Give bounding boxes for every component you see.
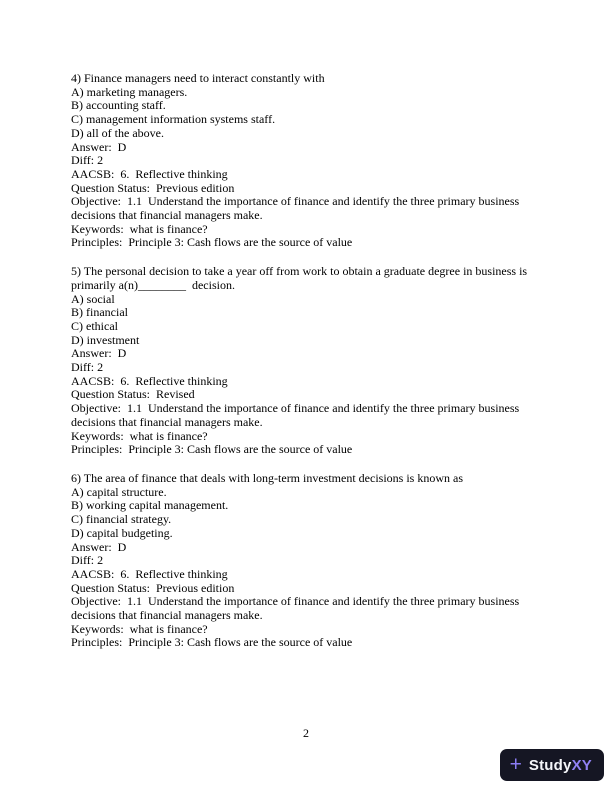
text-line: B) financial	[71, 305, 128, 320]
page-number: 2	[303, 726, 309, 740]
plus-icon: +	[509, 752, 522, 776]
text-line: Objective: 1.1 Understand the importance of finance and identify the three primary business	[71, 194, 520, 209]
text-line: Principles: Principle 3: Cash flows are the source of value	[71, 235, 353, 250]
text-line: C) ethical	[71, 318, 118, 333]
text-line: Objective: 1.1 Understand the importance of finance and identify the three primary business	[71, 401, 520, 416]
text-line: C) management information systems staff.	[71, 112, 276, 127]
text-line: decisions that financial managers make.	[71, 608, 263, 623]
text-line: Diff: 2	[71, 153, 104, 168]
document-body	[71, 72, 543, 665]
text-line: C) financial strategy.	[71, 512, 172, 527]
text-line: Question Status: Previous edition	[71, 180, 235, 195]
text-line: Keywords: what is finance?	[71, 428, 208, 443]
logo-text-primary: Study	[528, 756, 572, 774]
text-line: Question Status: Previous edition	[71, 580, 235, 595]
text-line: Question Status: Revised	[71, 387, 195, 402]
text-line: Answer: D	[71, 346, 127, 361]
text-line: B) accounting staff.	[71, 98, 166, 113]
text-line: Principles: Principle 3: Cash flows are the source of value	[71, 442, 353, 457]
text-line: Answer: D	[71, 539, 127, 554]
text-line: D) capital budgeting.	[71, 525, 173, 540]
text-line: B) working capital management.	[71, 498, 229, 513]
text-line: Keywords: what is finance?	[71, 621, 208, 636]
text-line: 5) The personal decision to take a year off from work to obtain a graduate degree in business is	[71, 264, 528, 279]
text-line: decisions that financial managers make.	[71, 414, 263, 429]
text-line: Answer: D	[71, 139, 127, 154]
text-line: Keywords: what is finance?	[71, 221, 208, 236]
text-line: 6) The area of finance that deals with long-term investment decisions is known as	[71, 470, 464, 485]
logo-wordmark	[529, 757, 592, 774]
question-block	[71, 472, 543, 650]
text-line: D) all of the above.	[71, 125, 164, 140]
text-line: Principles: Principle 3: Cash flows are the source of value	[71, 635, 353, 650]
question-block	[71, 72, 543, 250]
text-line: A) social	[71, 291, 115, 306]
text-line: Diff: 2	[71, 553, 104, 568]
text-line: AACSB: 6. Reflective thinking	[71, 166, 228, 181]
text-line: D) investment	[71, 332, 140, 347]
text-line: 4) Finance managers need to interact constantly with	[71, 71, 325, 85]
text-line: decisions that financial managers make.	[71, 208, 263, 223]
text-line: primarily a(n)________ decision.	[71, 277, 235, 292]
text-line: A) marketing managers.	[71, 84, 188, 99]
text-line: AACSB: 6. Reflective thinking	[71, 566, 228, 581]
studyxy-logo	[500, 749, 604, 781]
text-line: AACSB: 6. Reflective thinking	[71, 373, 228, 388]
text-line: Objective: 1.1 Understand the importance of finance and identify the three primary business	[71, 594, 520, 609]
question-block	[71, 265, 543, 457]
text-line: Diff: 2	[71, 360, 104, 375]
logo-text-accent: XY	[571, 756, 592, 774]
text-line: A) capital structure.	[71, 484, 167, 499]
